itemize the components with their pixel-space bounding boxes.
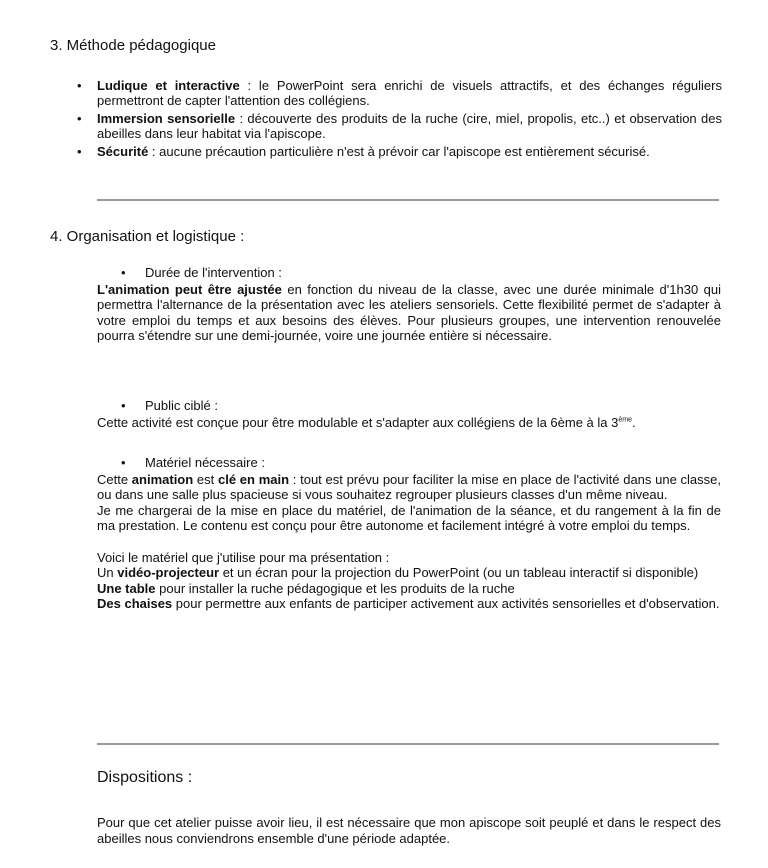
duree-block	[97, 265, 721, 344]
text-run: pour installer la ruche pédagogique et les produits de la ruche	[155, 580, 515, 596]
text-run: Cette	[97, 471, 132, 487]
public-paragraph	[97, 415, 721, 431]
bullet-text: : le PowerPoint sera enrichi de visuels attractifs, et des échanges réguliers permettront de capter l'attention des collégiens.	[97, 78, 722, 108]
materiel-subheading: • Matériel nécessaire :	[97, 455, 721, 471]
materiel-block	[97, 455, 721, 612]
bullet-securite	[72, 144, 722, 159]
text-run: pour permettre aux enfants de participer activement aux activités sensorielles et d'observation.	[172, 596, 720, 612]
text-run: et un écran pour la projection du PowerPoint (ou un tableau interactif si disponible)	[219, 565, 699, 581]
bold-run: Une table	[97, 580, 156, 596]
public-subheading: • Public ciblé :	[97, 398, 721, 414]
duree-subheading: • Durée de l'intervention :	[97, 265, 721, 281]
duree-bold: L'animation peut être ajustée	[97, 281, 282, 297]
public-text: Cette activité est conçue pour être modulable et s'adapter aux collégiens de la 6ème à la 3	[97, 414, 619, 430]
text-run: : tout est prévu pour faciliter la mise en place de l'activité dans une classe, ou dans une salle plus spacieuse si vous souhaitez regrouper plusieurs classes d'un même niveau.	[97, 471, 721, 503]
bold-run: animation	[131, 471, 194, 487]
dispositions-heading: Dispositions :	[97, 769, 193, 786]
materiel-item-table	[97, 581, 721, 597]
public-block	[97, 398, 721, 430]
public-period: .	[631, 414, 636, 430]
bold-run: clé en main	[218, 471, 290, 487]
bullet-term: Sécurité	[97, 144, 149, 159]
dispositions-paragraph: Pour que cet atelier puisse avoir lieu, il est nécessaire que mon apiscope soit peuplé et dans le respect des abeilles nous conviendrons ensemble d'une période adaptée.	[97, 815, 721, 846]
bullet-immersion	[72, 111, 722, 141]
bullet-term: Immersion sensorielle	[97, 111, 236, 126]
public-superscript: ème	[618, 416, 632, 424]
bullet-text: : aucune précaution particulière n'est à prévoir car l'apiscope est entièrement sécurisé.	[148, 144, 650, 159]
section-divider	[97, 199, 719, 201]
bullet-text: : découverte des produits de la ruche (cire, miel, propolis, etc..) et observation des abeilles dans leur habitat via l'apiscope.	[97, 111, 723, 141]
materiel-item-projector	[97, 565, 721, 581]
materiel-paragraph-1	[97, 472, 721, 503]
section-4-heading: 4. Organisation et logistique :	[50, 228, 245, 245]
bold-run: vidéo-projecteur	[117, 565, 220, 581]
bold-run: Des chaises	[97, 596, 173, 612]
bullet-term: Ludique et interactive	[97, 78, 240, 93]
text-run: est	[193, 471, 218, 487]
pedagogy-bullet-list	[72, 78, 722, 162]
bullet-ludique	[72, 78, 722, 108]
materiel-paragraph-2: Je me chargerai de la mise en place du matériel, de l'animation de la séance, et du rangement à la fin de ma prestation. Le contenu est conçu pour être autonome et facilement intégré à votre emploi du temps.	[97, 502, 721, 534]
section-3-heading: 3. Méthode pédagogique	[50, 37, 216, 54]
duree-paragraph	[97, 282, 721, 344]
text-run: Un	[97, 565, 118, 581]
duree-text: en fonction du niveau de la classe, avec une durée minimale d'1h30 qui permettra l'alternance de la présentation avec les ateliers sensoriels. Cette flexibilité permet de s'adapter à votre emploi du temps et aux besoins des élèves. Pour plusieurs groupes, une intervention renouvelée pourra s'étendre sur une demi-journée, voire une journée entière si nécessaire.	[97, 281, 721, 344]
materiel-item-chairs	[97, 596, 721, 612]
materiel-intro: Voici le matériel que j'utilise pour ma présentation :	[97, 549, 390, 565]
section-divider	[97, 743, 719, 745]
